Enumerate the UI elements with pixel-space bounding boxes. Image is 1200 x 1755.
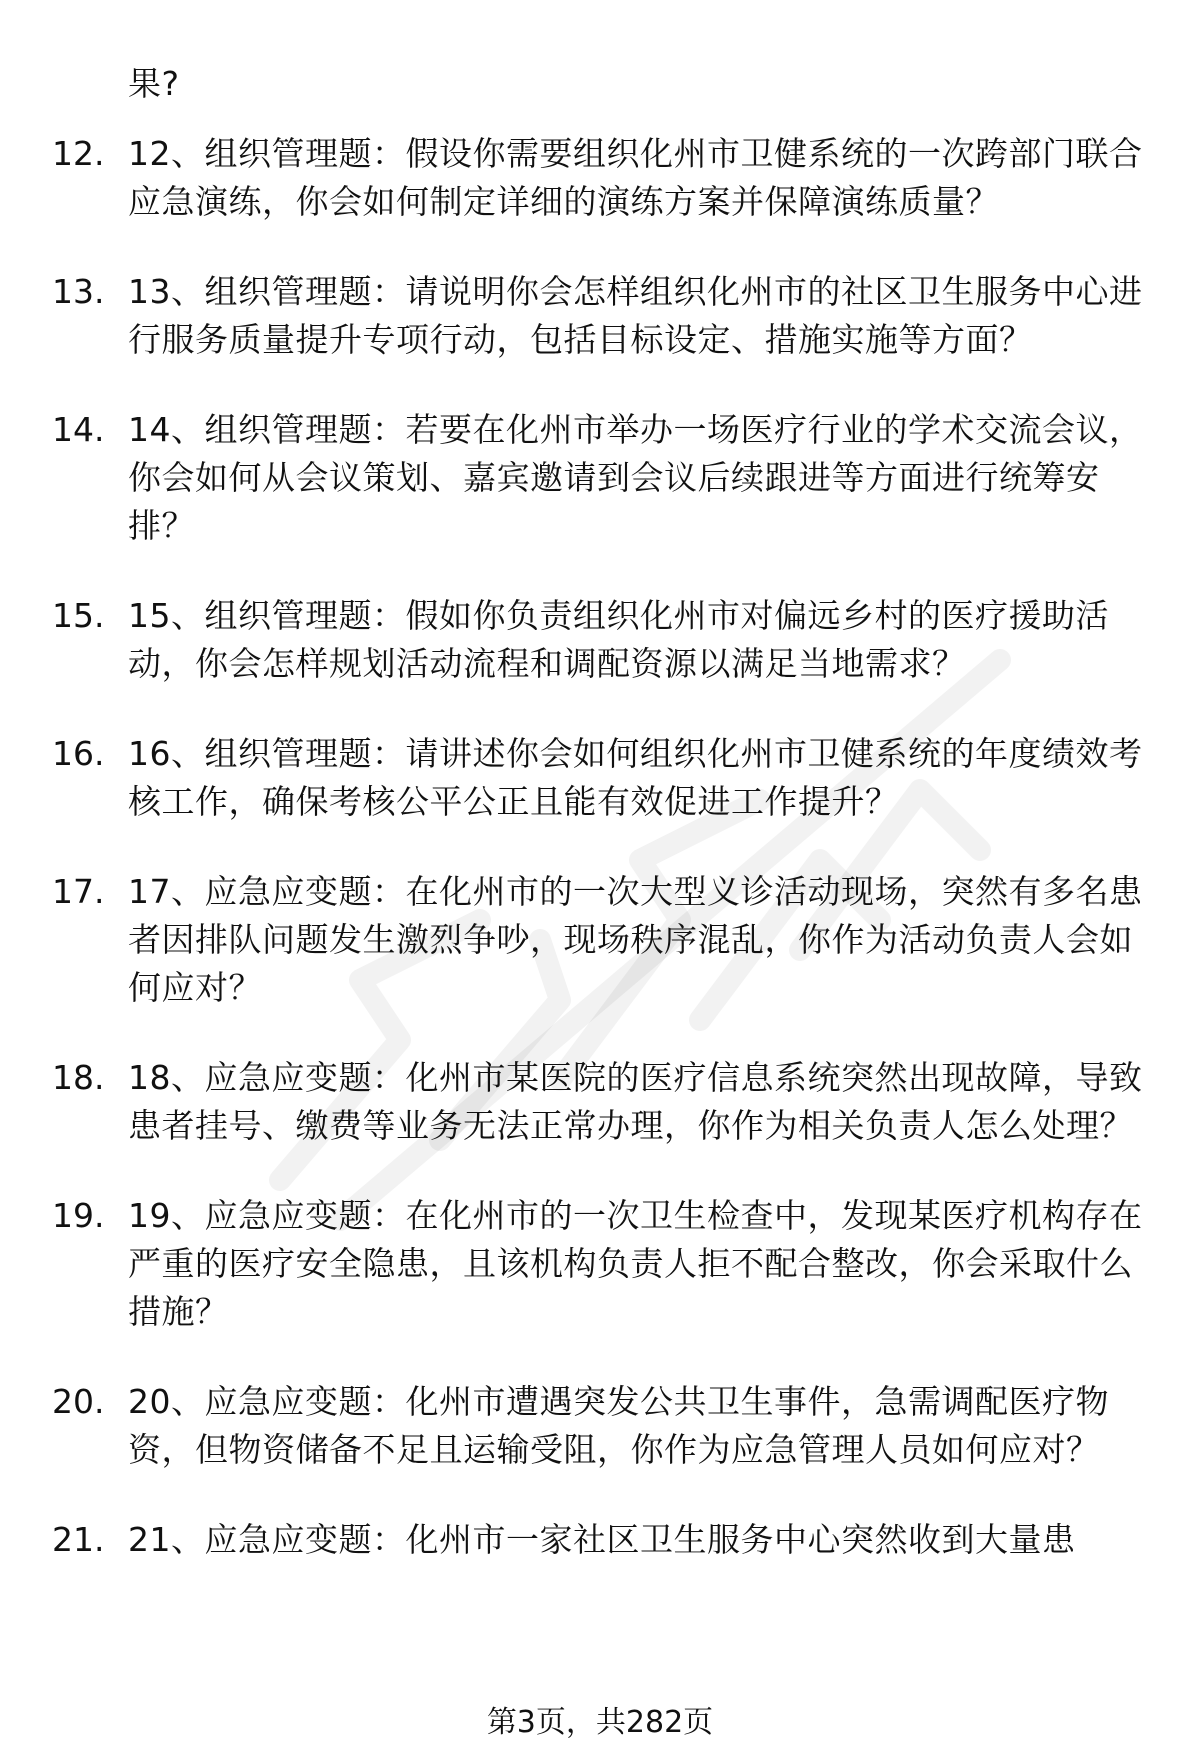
page-footer: 第3页，共282页 [486,1705,714,1740]
item-number: 20. [52,1382,105,1421]
item-number: 16. [52,734,105,773]
item-number: 18. [52,1058,105,1097]
continued-text: 果? [128,64,180,103]
list-item [0,592,1200,688]
list-item [0,1054,1200,1150]
item-text: 15、组织管理题：假如你负责组织化州市对偏远乡村的医疗援助活动，你会怎样规划活动流程和调配资源以满足当地需求？ [128,596,1109,683]
list-item [0,268,1200,364]
item-number: 14. [52,410,105,449]
item-text: 21、应急应变题：化州市一家社区卫生服务中心突然收到大量患 [128,1520,1076,1559]
list-item [0,868,1200,1012]
item-number: 19. [52,1196,105,1235]
list-item [0,1192,1200,1336]
item-number: 17. [52,872,105,911]
list-item [0,1516,1200,1564]
item-text: 19、应急应变题：在化州市的一次卫生检查中，发现某医疗机构存在严重的医疗安全隐患，且该机构负责人拒不配合整改，你会采取什么措施？ [128,1196,1143,1331]
item-text: 12、组织管理题：假设你需要组织化州市卫健系统的一次跨部门联合应急演练，你会如何制定详细的演练方案并保障演练质量？ [128,134,1143,221]
question-list [0,130,1200,1606]
list-item [0,730,1200,826]
item-number: 15. [52,596,105,635]
item-text: 16、组织管理题：请讲述你会如何组织化州市卫健系统的年度绩效考核工作，确保考核公平公正且能有效促进工作提升？ [128,734,1143,821]
item-text: 14、组织管理题：若要在化州市举办一场医疗行业的学术交流会议，你会如何从会议策划、嘉宾邀请到会议后续跟进等方面进行统筹安排？ [128,410,1143,545]
item-number: 21. [52,1520,105,1559]
list-item [0,130,1200,226]
item-text: 20、应急应变题：化州市遭遇突发公共卫生事件，急需调配医疗物资，但物资储备不足且运输受阻，你作为应急管理人员如何应对？ [128,1382,1109,1469]
list-item [0,1378,1200,1474]
list-item [0,406,1200,550]
item-number: 12. [52,134,105,173]
item-text: 13、组织管理题：请说明你会怎样组织化州市的社区卫生服务中心进行服务质量提升专项行动，包括目标设定、措施实施等方面？ [128,272,1143,359]
item-text: 17、应急应变题：在化州市的一次大型义诊活动现场，突然有多名患者因排队问题发生激烈争吵，现场秩序混乱，你作为活动负责人会如何应对？ [128,872,1143,1007]
item-text: 18、应急应变题：化州市某医院的医疗信息系统突然出现故障，导致患者挂号、缴费等业务无法正常办理，你作为相关负责人怎么处理？ [128,1058,1143,1145]
item-number: 13. [52,272,105,311]
